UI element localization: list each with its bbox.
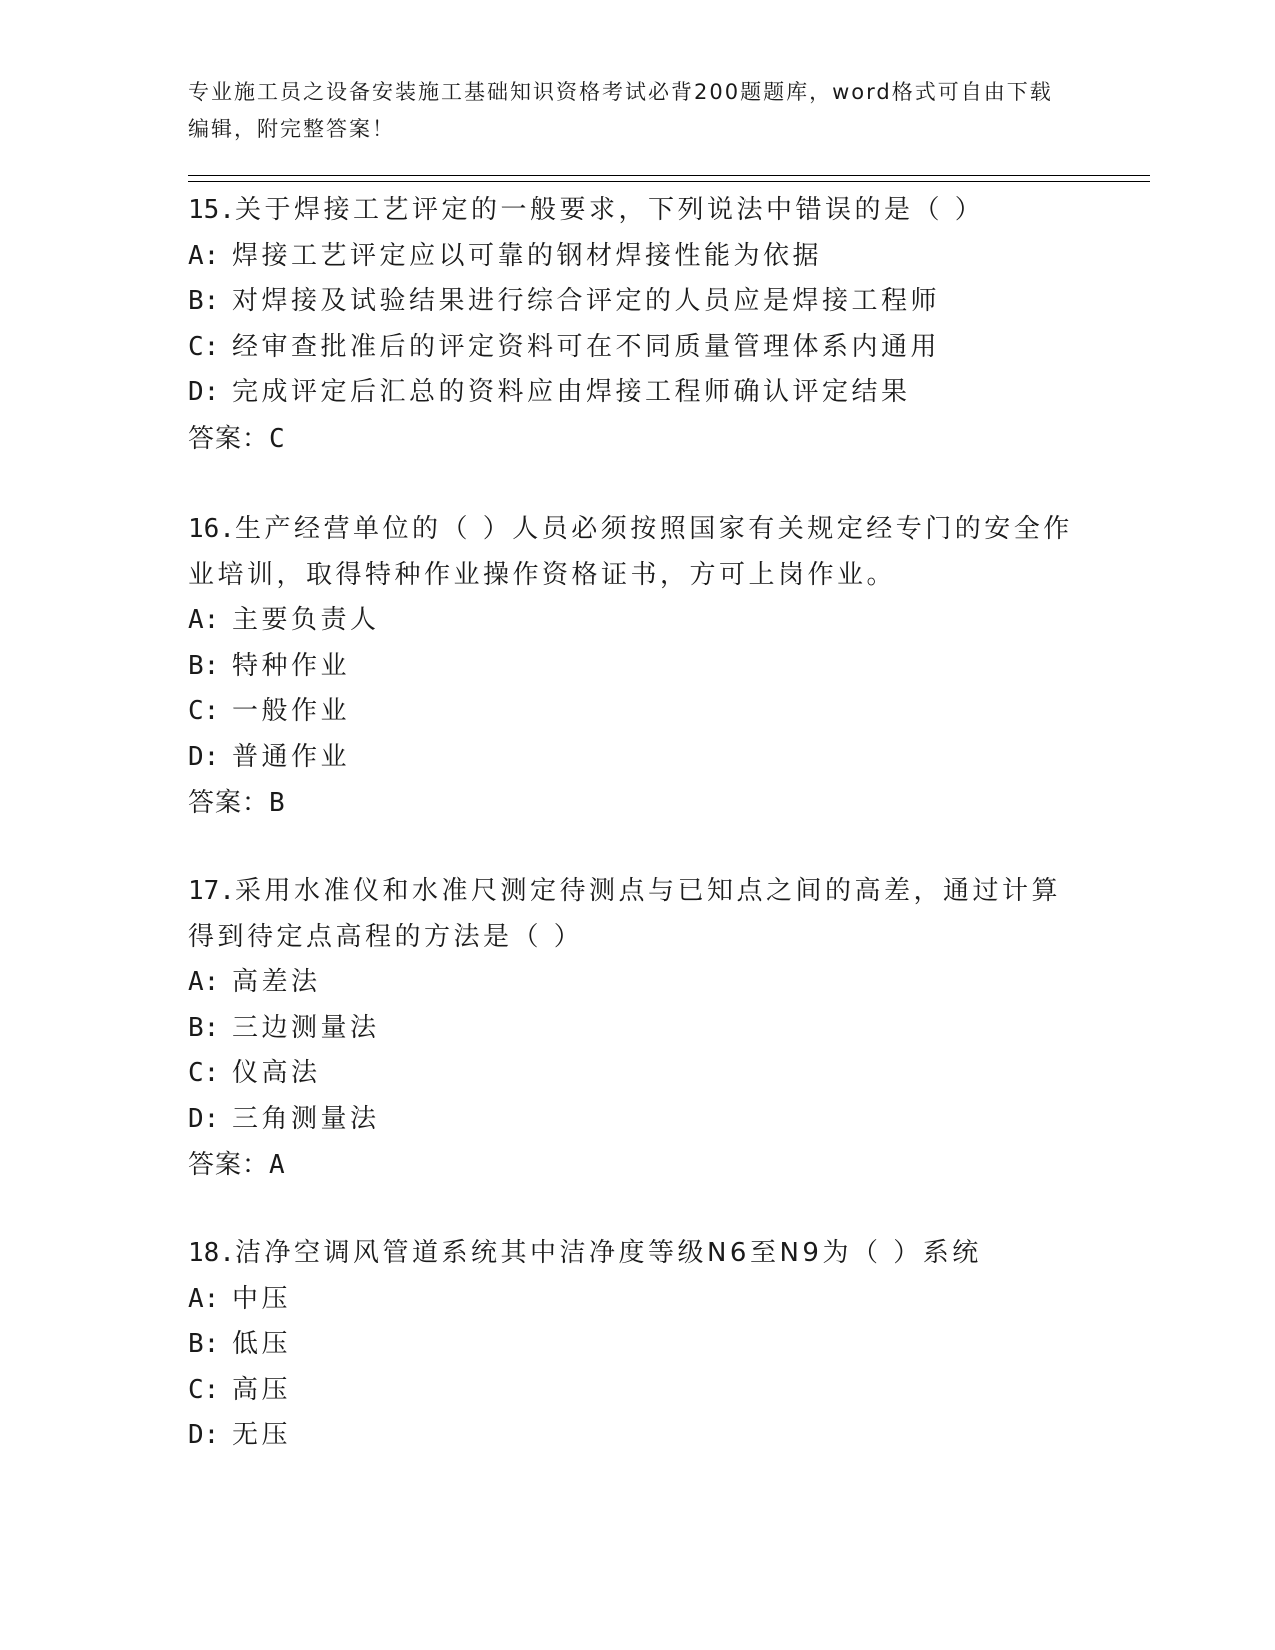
option-letter: C: xyxy=(188,1058,220,1088)
option-letter: D: xyxy=(188,741,220,772)
option-c xyxy=(188,1051,1088,1097)
option-a xyxy=(188,598,1088,644)
option-letter: B: xyxy=(188,1329,220,1359)
question-18 xyxy=(188,1231,1088,1459)
option-letter: C: xyxy=(188,696,220,726)
option-d xyxy=(188,1097,1088,1143)
option-text: 低压 xyxy=(232,1329,292,1359)
answer-label: 答案： xyxy=(188,788,270,818)
option-text: 普通作业 xyxy=(232,741,351,772)
option-d xyxy=(188,370,1088,416)
question-number: 17. xyxy=(188,876,235,906)
option-letter: B: xyxy=(188,650,220,681)
option-a xyxy=(188,960,1088,1006)
option-text: 完成评定后汇总的资料应由焊接工程师确认评定结果 xyxy=(232,377,911,407)
option-a xyxy=(188,234,1088,280)
answer-value: A xyxy=(269,1150,286,1180)
question-15 xyxy=(188,188,1088,462)
option-letter: B: xyxy=(188,286,220,316)
option-text: 特种作业 xyxy=(232,650,351,681)
option-text: 三角测量法 xyxy=(232,1103,380,1134)
option-letter: A: xyxy=(188,605,220,635)
header-divider-bottom xyxy=(188,181,1150,182)
option-letter: A: xyxy=(188,967,220,997)
option-text: 无压 xyxy=(232,1420,292,1450)
answer-value: C xyxy=(269,423,286,454)
question-stem xyxy=(188,1231,1088,1277)
answer-line xyxy=(188,1142,1088,1188)
option-letter: A: xyxy=(188,240,220,271)
option-text: 仪高法 xyxy=(232,1058,321,1088)
option-text: 高差法 xyxy=(232,967,321,997)
option-text: 一般作业 xyxy=(232,696,351,726)
question-17 xyxy=(188,869,1088,1188)
answer-label: 答案： xyxy=(188,1150,270,1180)
option-b xyxy=(188,279,1088,325)
option-letter: D: xyxy=(188,1103,220,1134)
option-letter: D: xyxy=(188,1420,220,1450)
question-stem xyxy=(188,507,1088,598)
option-text: 主要负责人 xyxy=(232,605,380,635)
option-a xyxy=(188,1277,1088,1323)
question-text: 生产经营单位的（ ）人员必须按照国家有关规定经专门的安全作业培训，取得特种作业操作资格证书，方可上岗作业。 xyxy=(188,514,1073,590)
option-b xyxy=(188,644,1088,690)
option-text: 对焊接及试验结果进行综合评定的人员应是焊接工程师 xyxy=(232,286,941,316)
option-letter: C: xyxy=(188,331,220,362)
option-c xyxy=(188,1368,1088,1414)
question-16 xyxy=(188,507,1088,826)
question-text: 洁净空调风管道系统其中洁净度等级N6至N9为（ ）系统 xyxy=(234,1238,982,1268)
header-divider-top xyxy=(188,175,1150,176)
document-header: 专业施工员之设备安装施工基础知识资格考试必背200题题库，word格式可自由下载编辑，附完整答案！ xyxy=(188,80,1053,141)
question-text: 采用水准仪和水准尺测定待测点与已知点之间的高差，通过计算得到待定点高程的方法是（ ） xyxy=(188,876,1061,952)
option-text: 三边测量法 xyxy=(232,1012,380,1043)
option-d xyxy=(188,1413,1088,1459)
question-stem xyxy=(188,188,1088,234)
option-text: 经审查批准后的评定资料可在不同质量管理体系内通用 xyxy=(232,331,941,362)
question-number: 16. xyxy=(188,514,235,544)
option-letter: D: xyxy=(188,377,220,407)
answer-line xyxy=(188,780,1088,826)
option-letter: C: xyxy=(188,1374,220,1405)
option-c xyxy=(188,689,1088,735)
option-letter: B: xyxy=(188,1012,220,1043)
option-c xyxy=(188,325,1088,371)
question-number: 18. xyxy=(188,1238,235,1268)
question-stem xyxy=(188,869,1088,960)
option-text: 中压 xyxy=(232,1283,292,1314)
option-text: 焊接工艺评定应以可靠的钢材焊接性能为依据 xyxy=(232,240,823,271)
option-text: 高压 xyxy=(232,1374,292,1405)
option-letter: A: xyxy=(188,1283,220,1314)
option-d xyxy=(188,735,1088,781)
question-number: 15. xyxy=(188,195,235,225)
question-text: 关于焊接工艺评定的一般要求，下列说法中错误的是（ ） xyxy=(234,195,985,225)
answer-label: 答案： xyxy=(188,423,270,454)
option-b xyxy=(188,1006,1088,1052)
option-b xyxy=(188,1322,1088,1368)
answer-value: B xyxy=(269,788,286,818)
answer-line xyxy=(188,416,1088,462)
